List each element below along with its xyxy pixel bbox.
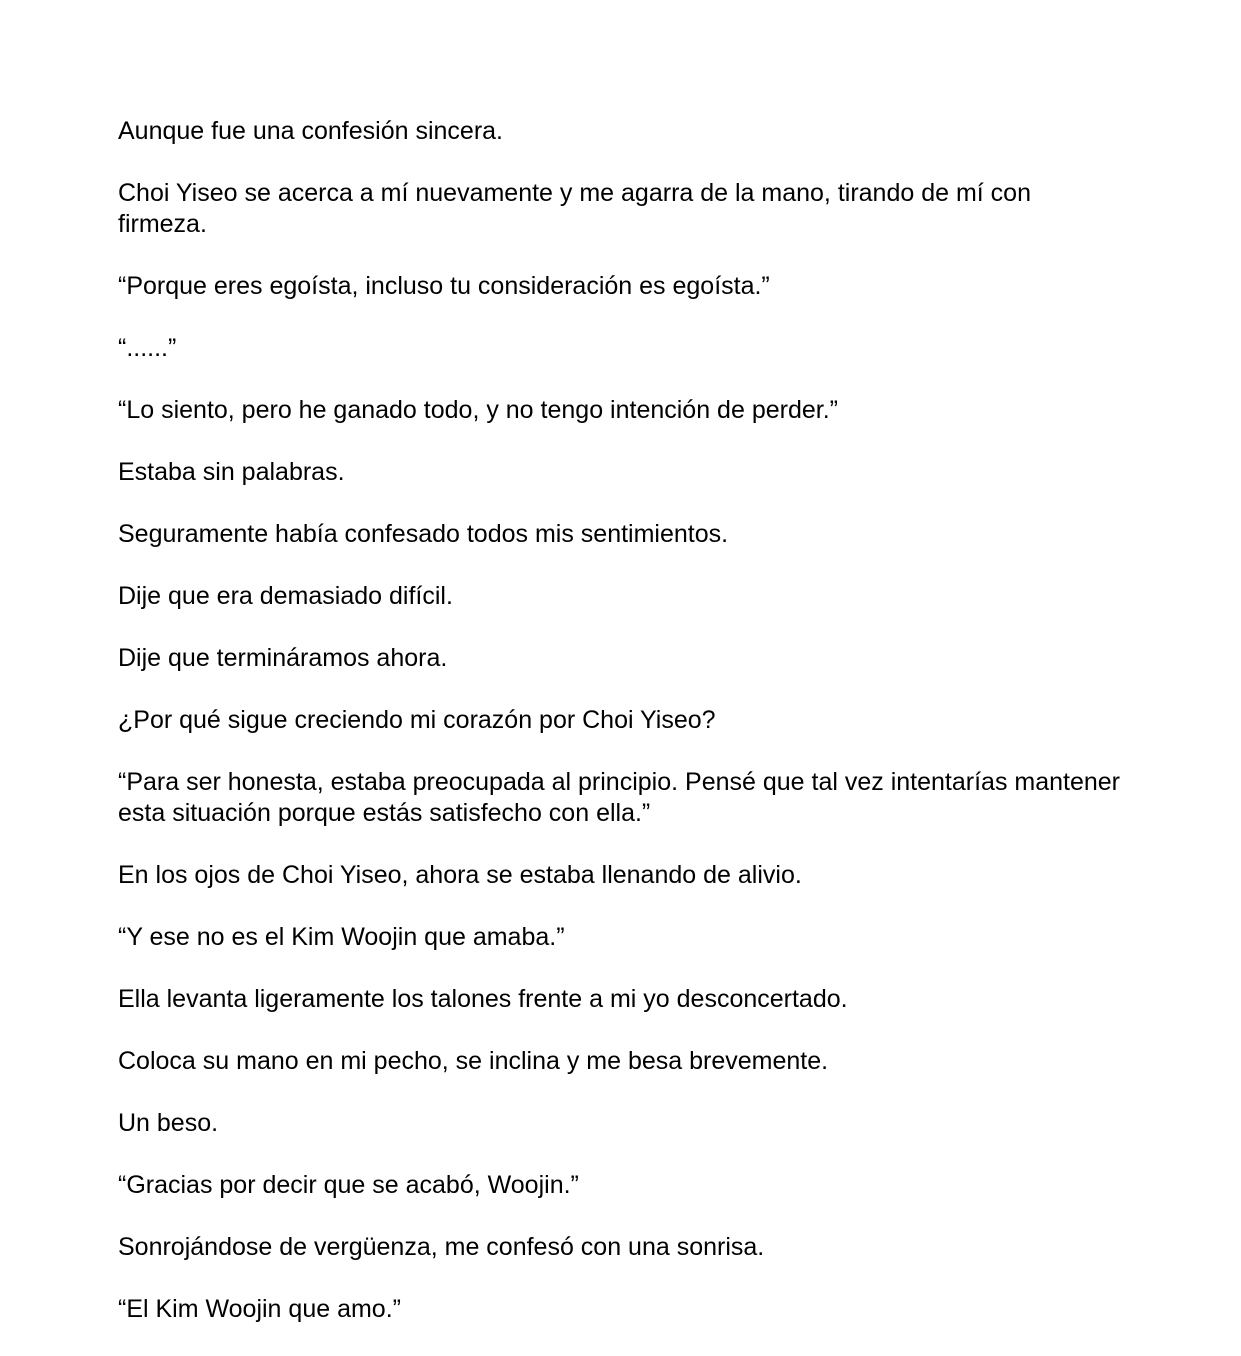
paragraph: Seguramente había confesado todos mis sentimientos. <box>118 520 729 548</box>
paragraph: Ella levanta ligeramente los talones frente a mi yo desconcertado. <box>118 985 848 1013</box>
document-body <box>118 116 1123 1356</box>
paragraph: Dije que era demasiado difícil. <box>118 582 453 610</box>
paragraph: “Y ese no es el Kim Woojin que amaba.” <box>118 923 565 951</box>
paragraph: En los ojos de Choi Yiseo, ahora se estaba llenando de alivio. <box>118 861 802 889</box>
paragraph: Estaba sin palabras. <box>118 458 345 486</box>
paragraph: Aunque fue una confesión sincera. <box>118 117 503 145</box>
paragraph: Un beso. <box>118 1109 219 1137</box>
paragraph: “Gracias por decir que se acabó, Woojin.” <box>118 1171 579 1199</box>
paragraph: “Porque eres egoísta, incluso tu consideración es egoísta.” <box>118 272 770 300</box>
paragraph: Dije que termináramos ahora. <box>118 644 448 672</box>
paragraph: “Para ser honesta, estaba preocupada al principio. Pensé que tal vez intentarías mantener esta situación porque estás satisfecho con ella.” <box>118 768 1121 827</box>
paragraph: Sonrojándose de vergüenza, me confesó con una sonrisa. <box>118 1233 765 1261</box>
paragraph: Choi Yiseo se acerca a mí nuevamente y me agarra de la mano, tirando de mí con firmeza. <box>118 179 1031 238</box>
paragraph: “......” <box>118 334 177 362</box>
paragraph: “Lo siento, pero he ganado todo, y no tengo intención de perder.” <box>118 396 838 424</box>
paragraph: Coloca su mano en mi pecho, se inclina y me besa brevemente. <box>118 1047 829 1075</box>
paragraph: “El Kim Woojin que amo.” <box>118 1295 401 1323</box>
paragraph: ¿Por qué sigue creciendo mi corazón por Choi Yiseo? <box>118 706 716 734</box>
